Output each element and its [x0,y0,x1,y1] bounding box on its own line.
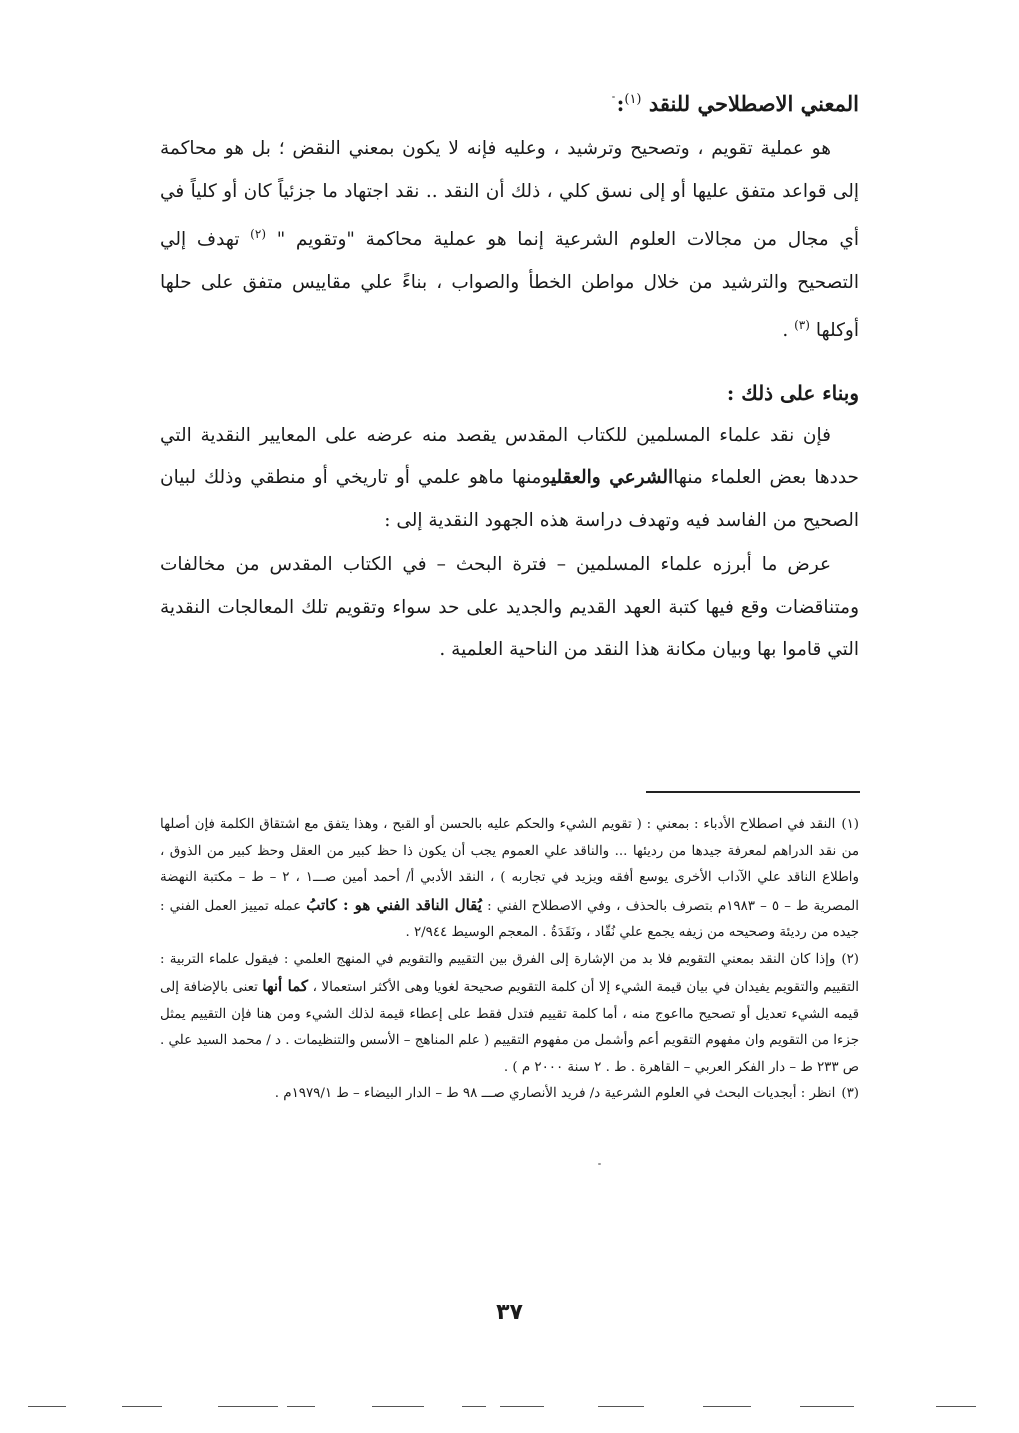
main-text [160,82,859,672]
scan-mark [936,1406,976,1407]
footnote-bold: يُقال الناقد الفني هو : كاتبُ [306,895,482,914]
footnote-text: انظر : أبجديات البحث في العلوم الشرعية د/ فريد الأنصاري صـــ ٩٨ ط – الدار البيضاء – ط ١٩٧٩/١م . [274,1086,836,1101]
paragraph-definition-end: . [782,320,789,342]
paragraph-criteria-text-a: فإن نقد علماء المسلمين للكتاب المقدس يقصد منه عرضه على المعايير النقدية التي حددها بعض العلماء منها [160,424,859,489]
scan-mark [500,1406,544,1407]
page-number: ٣٧ [496,1300,523,1325]
scan-mark [800,1406,854,1407]
paragraph-aim: عرض ما أبرزه علماء المسلمين – فترة البحث – في الكتاب المقدس من مخالفات ومتناقضات وقع فيها كتبة العهد القديم والجديد على حد سواء وتقويم تلك المعالجات النقدية التي قاموا بها وبيان مكانة هذا النقد من الناحية العلمية . [160,554,859,661]
scan-speck [598,1163,601,1165]
paragraph-definition-text: هو عملية تقويم ، وتصحيح وترشيد ، وعليه فإنه لا يكون بمعني النقض ؛ بل هو محاكمة إلى قواعد متفق عليها أو إلى نسق كلي ، ذلك أن النقد .. نقد اجتهاد ما جزئياً كان أو كلياً في أي مجال من مجالات العلوم الشرعية إنما هو عملية محاكمة "وتقويم " [160,138,859,251]
footnote-number: (٣) [841,1086,859,1101]
heading-text: المعني الاصطلاحي للنقد [648,91,859,116]
footnote-number: (٢) [841,951,859,967]
footnote-ref-1: (١) [624,92,642,107]
scan-mark [462,1406,486,1407]
footnote-bold: كما أنها [262,977,309,995]
paragraph-definition-text-b: تهدف إلي التصحيح والترشيد من خلال مواطن الخطأ والصواب ، بناءً علي مقاييس متفق على حلها أوكلها [160,229,859,342]
scan-mark [287,1406,315,1407]
subheading: وبناء على ذلك : [726,380,859,405]
footnote-number: (١) [841,817,859,832]
footnote-2 [160,947,859,1082]
scan-mark [122,1406,162,1407]
paragraph-criteria [160,415,859,543]
paragraph-criteria-text-b: ومنها ماهو علمي أو تاريخي أو منطقي وذلك لبيان الصحيح من الفاسد فيه وتهدف دراسة هذه الجهود النقدية إلى : [160,467,859,531]
scan-mark [218,1406,278,1407]
paragraph-criteria-bold: الشرعي والعقلي [551,467,674,489]
scan-mark [28,1406,66,1407]
scan-mark [598,1406,644,1407]
footnote-text-b: تعنى بالإضافة إلى قيمه الشيء تعديل أو تصحيح مااعوج منه ، أما كلمة تقييم فتدل فقط على إعطاء قيمة لذلك الشيء ومن هنا فإن التقييم يمثل جزءا من التقويم وان مفهوم التقويم أعم وأشمل من مفهوم التقييم ( علم المناهج – الأسس والتنظيمات . د / محمد السيد علي . ص ٢٣٣ ط – دار الفكر العربي – القاهرة . ط . ٢ سنة ٢٠٠٠ م ) . [160,980,859,1075]
scan-mark [703,1406,751,1407]
scan-speck [612,96,615,98]
scan-mark [372,1406,424,1407]
section-heading [160,82,859,122]
footnote-1 [160,812,859,947]
footnote-text: وإذا كان النقد بمعني التقويم فلا بد من الإشارة إلى الفرق بين التقييم والتقويم في المنهج العلمي : فيقول علماء التربية : التقييم والتقويم يفيدان في بيان قيمة الشيء إلا أن كلمة التقويم صحيحة لغويا وهى الأكثر استعمالا ، [160,951,859,995]
footnote-text-b: عمله تمييز العمل الفني : جيده من رديئة وصحيحه من زيفه يجمع علي نُقّاد ، ونَقَدَةُ . المعجم الوسيط ٢/٩٤٤ . [160,898,859,940]
footnotes [160,812,859,1108]
paragraph-definition [160,128,859,353]
footnote-3 [160,1081,859,1108]
footnote-ref-2: (٢) [250,227,266,241]
footnote-text: النقد في اصطلاح الأدباء : بمعني : ( تقويم الشيء والحكم عليه بالحسن أو القبح ، وهذا يتفق مع اشتقاق الكلمة فإن أصلها من نقد الدراهم لمعرفة جيدها من رديئها ... والناقد علي العموم يجب أن يكون ذا حظ كبير من العقل وحظ كبير من الذوق ، واطلاع الناقد علي الآداب الأخرى يوسع أفقه ويزيد في تجاربه ) ، النقد الأدبي أ/ أحمد أمين صـــ١ ، ٢ – ط – مكتبة النهضة المصرية ط – ٥ – ١٩٨٣م بتصرف بالحذف ، وفي الاصطلاح الفني : [160,817,859,914]
heading-colon: : [616,91,625,116]
footnote-ref-3: (٣) [794,318,810,333]
footnote-separator [646,791,860,793]
